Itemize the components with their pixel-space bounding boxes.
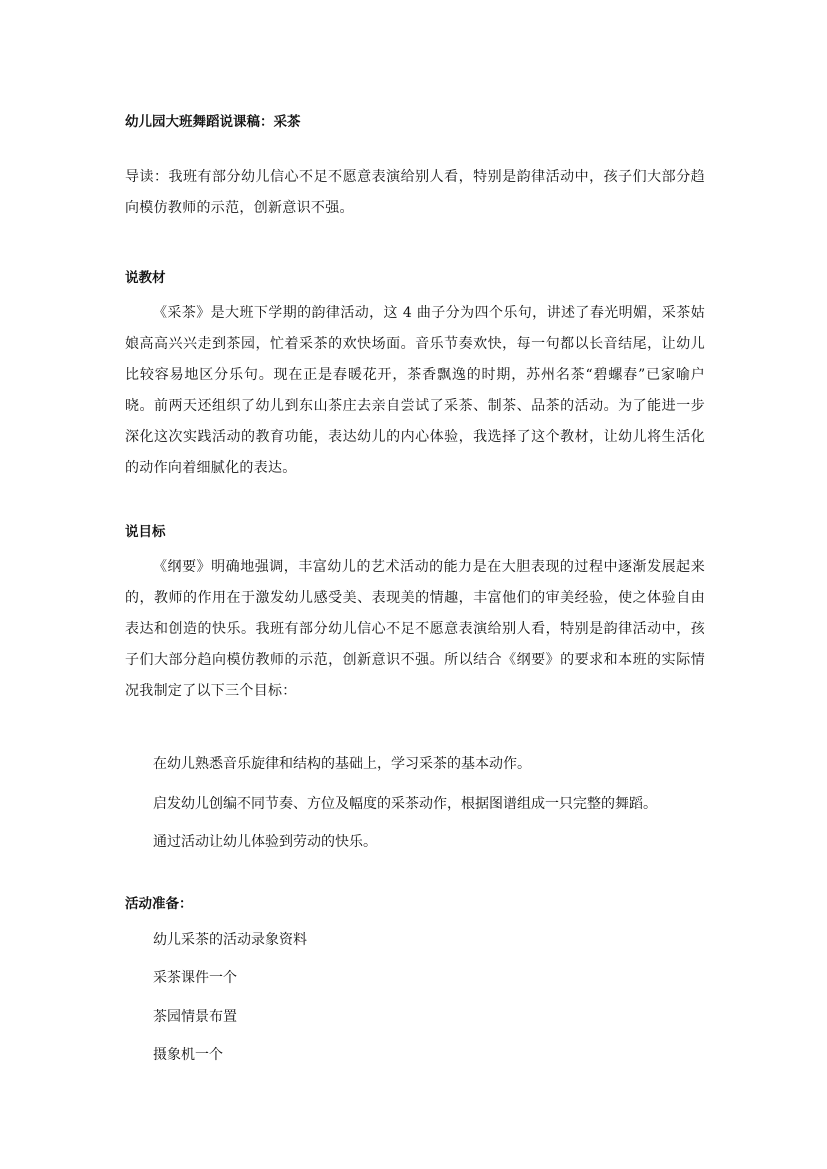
section-heading-teaching-material: 说教材 bbox=[125, 270, 166, 286]
section-heading-preparation: 活动准备： bbox=[125, 896, 193, 912]
goal-item-2: 启发幼儿创编不同节奏、方位及幅度的采茶动作，根据图谱组成一只完整的舞蹈。 bbox=[153, 796, 657, 812]
preparation-item-4: 摄象机一个 bbox=[153, 1047, 223, 1063]
intro-paragraph: 导读：我班有部分幼儿信心不足不愿意表演给别人看，特别是韵律活动中，孩子们大部分趋向模仿教师的示范，创新意识不强。 bbox=[125, 169, 705, 216]
goals-paragraph: 《纲要》明确地强调，丰富幼儿的艺术活动的能力是在大胆表现的过程中逐渐发展起来的，教师的作用在于激发幼儿感受美、表现美的情趣，丰富他们的审美经验，使之体验自由表达和创造的快乐。我班有部分幼儿信心不足不愿意表演给别人看，特别是韵律活动中，孩子们大部分趋向模仿教师的示范，创新意识不强。所以结合《纲要》的要求和本班的实际情况我制定了以下三个目标： bbox=[125, 559, 705, 699]
teaching-material-paragraph: 《采茶》是大班下学期的韵律活动，这 4 曲子分为四个乐句，讲述了春光明媚，采茶姑娘高高兴兴走到茶园，忙着采茶的欢快场面。音乐节奏欢快，每一句都以长音结尾，让幼儿比较容易地区分乐句。现在正是春暖花开，茶香飘逸的时期，苏州名茶“碧螺春”已家喻户晓。前两天还组织了幼儿到东山茶庄去亲自尝试了采茶、制茶、品茶的活动。为了能进一步深化这次实践活动的教育功能，表达幼儿的内心体验，我选择了这个教材，让幼儿将生活化的动作向着细腻化的表达。 bbox=[125, 305, 705, 476]
preparation-item-2: 采茶课件一个 bbox=[153, 970, 237, 986]
goal-item-3: 通过活动让幼儿体验到劳动的快乐。 bbox=[153, 834, 377, 850]
goal-item-1: 在幼儿熟悉音乐旋律和结构的基础上，学习采茶的基本动作。 bbox=[153, 756, 531, 772]
preparation-item-3: 茶园情景布置 bbox=[153, 1009, 237, 1025]
preparation-item-1: 幼儿采茶的活动录象资料 bbox=[153, 932, 307, 948]
document-title: 幼儿园大班舞蹈说课稿：采茶 bbox=[125, 114, 301, 130]
section-heading-goals: 说目标 bbox=[125, 524, 166, 540]
